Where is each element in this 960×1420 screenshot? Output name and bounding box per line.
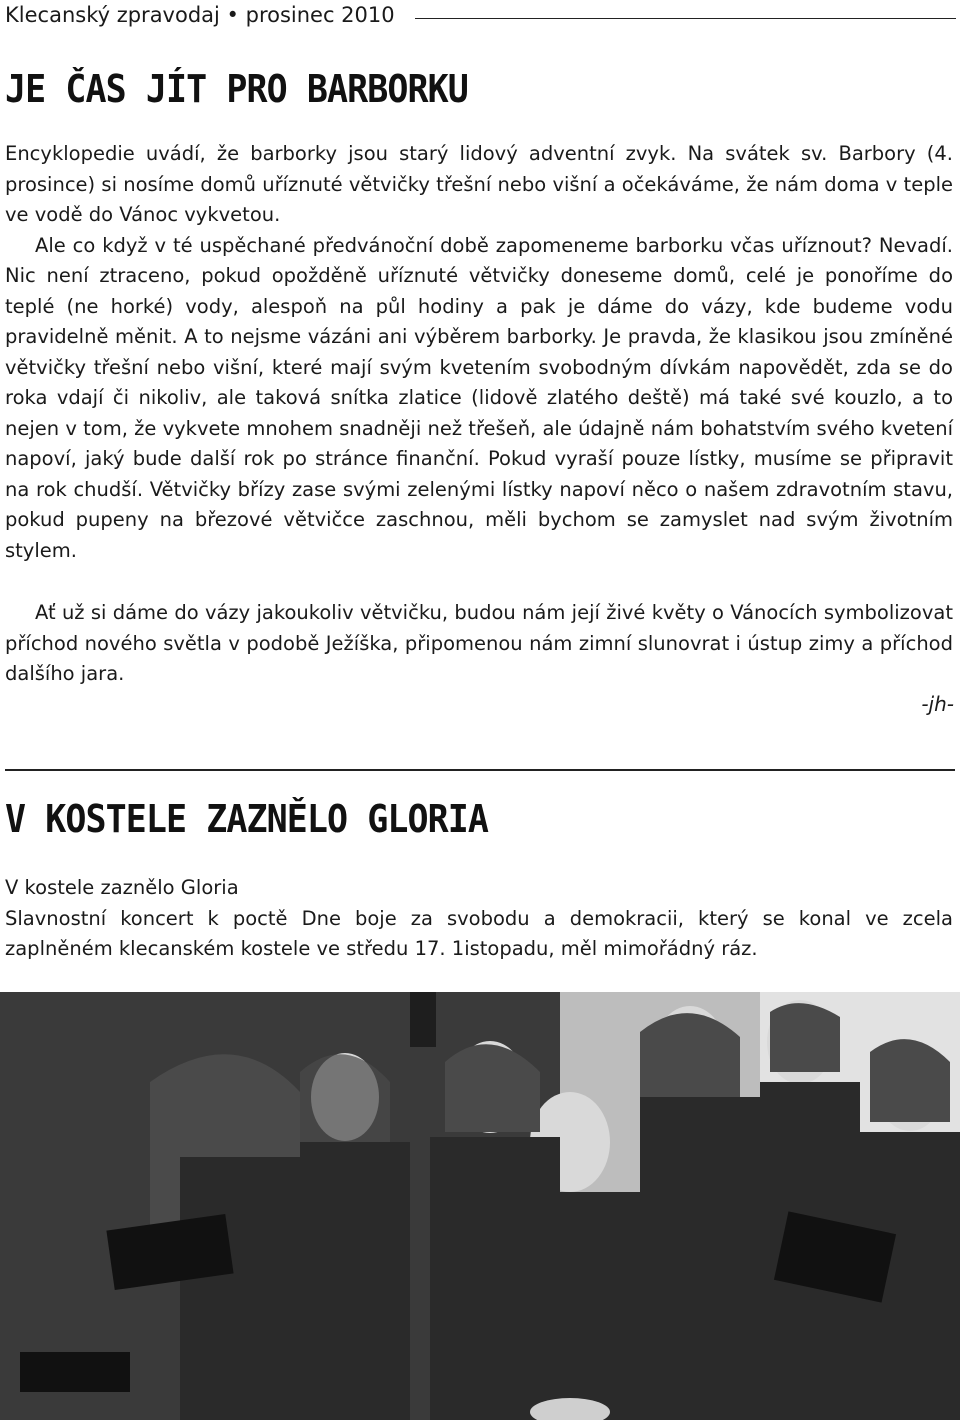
choir-photo [0, 992, 960, 1420]
article1-paragraph-1: Encyklopedie uvádí, že barborky jsou starý lidový adventní zvyk. Na svátek sv. Barbory (4. prosince) si nosíme domů uříznuté větvičky třešní nebo višní a očekáváme, že nám doma v teple ve vodě do Vánoc vykvetou. [5, 142, 953, 226]
article1-body [5, 139, 953, 566]
article2-subtitle: V kostele zaznělo Gloria [5, 876, 239, 899]
choir-photo-illustration [0, 992, 960, 1420]
section-divider [5, 769, 955, 771]
header-rule [415, 18, 956, 19]
article2-paragraph: Slavnostní koncert k poctě Dne boje za svobodu a demokracii, který se konal ve zcela zaplněném klecanském kostele ve středu 17. 1istopadu, měl mimořádný ráz. [5, 906, 953, 960]
header-publication-date: Klecanský zpravodaj • prosinec 2010 [5, 3, 395, 27]
article1-paragraph-2: Ale co když v té uspěchané předvánoční době zapomeneme barborku včas uříznout? Nevadí. Nic není ztraceno, pokud opožděně uříznuté větvičky doneseme domů, celé je ponoříme do teplé (ne horké) vody, alespoň na půl hodiny a pak je dáme do vázy, kde budeme vodu pravidelně měnit. A to nejsme vázáni ani výběrem barborky. Je pravda, že klasikou jsou zmíněné větvičky třešní nebo višní, které mají svým kvetením svobodným dívkám napovědět, zda se do roka vdají či nikoliv, ale taková snítka zlatice (lidově zlatého deště) má také své kouzlo, a to nejen v tom, že vykvete mnohem snadněji než třešeň, ale údajně nám bohatstvím svého kvetení napoví, jaký bude další rok po stránce finanční. Pokud vyraší pouze lístky, musíme se připravit na rok chudší. Větvičky břízy zase svými zelenými lístky napoví něco o našem zdravotním stavu, pokud pupeny na březové větvičce zaschnou, měli bychom se zamyslet nad svým životním stylem. [5, 233, 953, 562]
article2-body [5, 873, 953, 965]
article-title-gloria: V KOSTELE ZAZNĚLO GLORIA [5, 797, 489, 841]
page-header [0, 0, 960, 32]
article1-paragraph-3: Ať už si dáme do vázy jakoukoliv větvičku, budou nám její živé květy o Vánocích symbolizovat příchod nového světla v podobě Ježíška, připomenou nám zimní slunovrat i ústup zimy a příchod dalšího jara. [5, 601, 953, 685]
article1-signature: -jh- [921, 692, 954, 716]
article-title-barborka: JE ČAS JÍT PRO BARBORKU [5, 67, 468, 111]
